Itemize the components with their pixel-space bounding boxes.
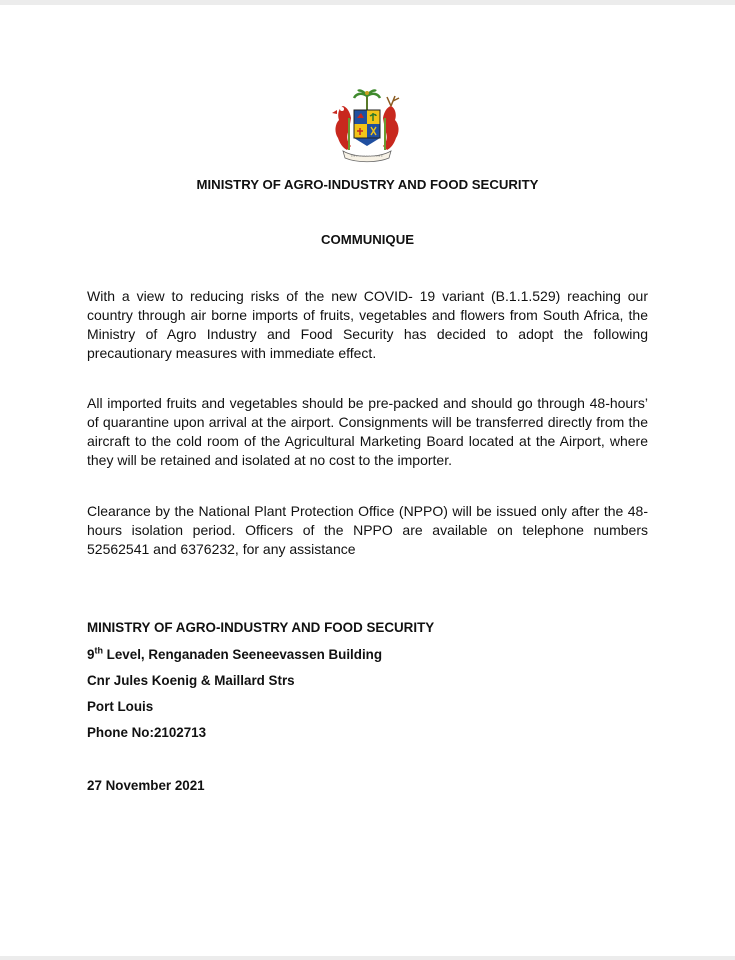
signature-ministry: MINISTRY OF AGRO-INDUSTRY AND FOOD SECURITY [87, 620, 435, 635]
ministry-title: MINISTRY OF AGRO-INDUSTRY AND FOOD SECURITY [196, 177, 539, 192]
signature-street: Cnr Jules Koenig & Maillard Strs [87, 673, 295, 688]
level-number: 9 [87, 647, 95, 662]
level-rest: Level, Renganaden Seeneevassen Building [102, 647, 383, 662]
paragraph-intro: With a view to reducing risks of the new COVID- 19 variant (B.1.1.529) reaching our country through air borne imports of fruits, vegetables and flowers from South Africa, the Ministry of Agro Industry and Food Security has decided to adopt the following precautionary measures with immediate effect. [87, 288, 648, 361]
paragraph-clearance: Clearance by the National Plant Protection Office (NPPO) will be issued only after the 48-hours isolation period. Officers of the NPPO are available on telephone numbers 52562541 and 6376232, for any assistance [87, 503, 648, 557]
top-border [0, 0, 735, 5]
signature-city: Port Louis [87, 699, 154, 714]
level-suffix: th [94, 645, 103, 656]
bottom-border [0, 956, 735, 960]
document-date: 27 November 2021 [87, 778, 205, 793]
mauritius-coat-of-arms-icon [325, 88, 409, 164]
communique-heading: COMMUNIQUE [320, 232, 415, 247]
signature-phone: Phone No:2102713 [87, 725, 207, 740]
signature-address-level [87, 647, 382, 662]
paragraph-quarantine: All imported fruits and vegetables should be pre-packed and should go through 48-hours’ of quarantine upon arrival at the airport. Consignments will be transferred directly from the aircraft to the cold room of the Agricultural Marketing Board located at the Airport, where they will be retained and isolated at no cost to the importer. [87, 395, 648, 468]
